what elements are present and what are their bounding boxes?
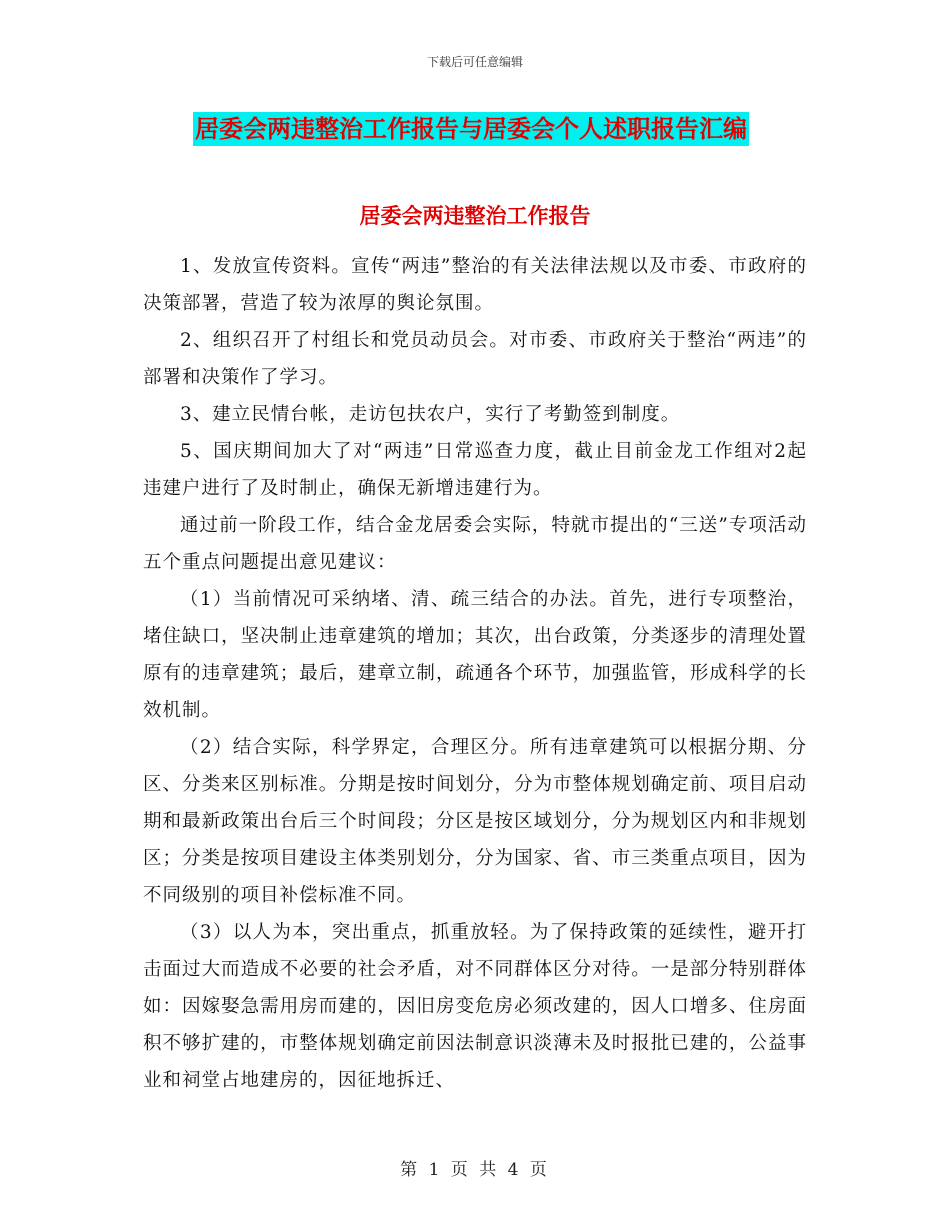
paragraph: 1、发放宣传资料。宣传“两违”整治的有关法律法规以及市委、市政府的决策部署，营造了较为浓厚的舆论氛围。 xyxy=(143,256,807,314)
header-note: 下载后可任意编辑 xyxy=(426,55,523,69)
paragraph: （3）以人为本，突出重点，抓重放轻。为了保持政策的延续性，避开打击面过大而造成不必要的社会矛盾，对不同群体区分对待。一是部分特别群体如：因嫁娶急需用房而建的，因旧房变危房必须改建的，因人口增多、住房面积不够扩建的，市整体规划确定前因法制意识淡薄未及时报批已建的，公益事业和祠堂占地建房的，因征地拆迁、 xyxy=(143,922,807,1091)
page-number-footer: 第 1 页 共 4 页 xyxy=(400,1160,550,1180)
paragraph: 3、建立民情台帐，走访包扶农户，实行了考勤签到制度。 xyxy=(180,404,681,425)
paragraph: 2、组织召开了村组长和党员动员会。对市委、市政府关于整治“两违”的部署和决策作了学习。 xyxy=(143,330,807,388)
paragraph: 5、国庆期间加大了对“两违”日常巡查力度，截止目前金龙工作组对2起违建户进行了及时制止，确保无新增违建行为。 xyxy=(143,441,807,499)
document-title: 居委会两违整治工作报告与居委会个人述职报告汇编 xyxy=(193,112,749,146)
section-title: 居委会两违整治工作报告 xyxy=(359,204,591,228)
paragraph: （1）当前情况可采纳堵、清、疏三结合的办法。首先，进行专项整治，堵住缺口，坚决制止违章建筑的增加；其次，出台政策，分类逐步的清理处置原有的违章建筑；最后，建章立制，疏通各个环节，加强监管，形成科学的长效机制。 xyxy=(143,589,807,721)
paragraph: 通过前一阶段工作，结合金龙居委会实际，特就市提出的“三送”专项活动五个重点问题提出意见建议： xyxy=(143,515,807,573)
paragraph: （2）结合实际，科学界定，合理区分。所有违章建筑可以根据分期、分区、分类来区别标准。分期是按时间划分，分为市整体规划确定前、项目启动期和最新政策出台后三个时间段；分区是按区域划分，分为规划区内和非规划区；分类是按项目建设主体类别划分，分为国家、省、市三类重点项目，因为不同级别的项目补偿标准不同。 xyxy=(143,737,807,906)
body-text xyxy=(143,248,807,1099)
